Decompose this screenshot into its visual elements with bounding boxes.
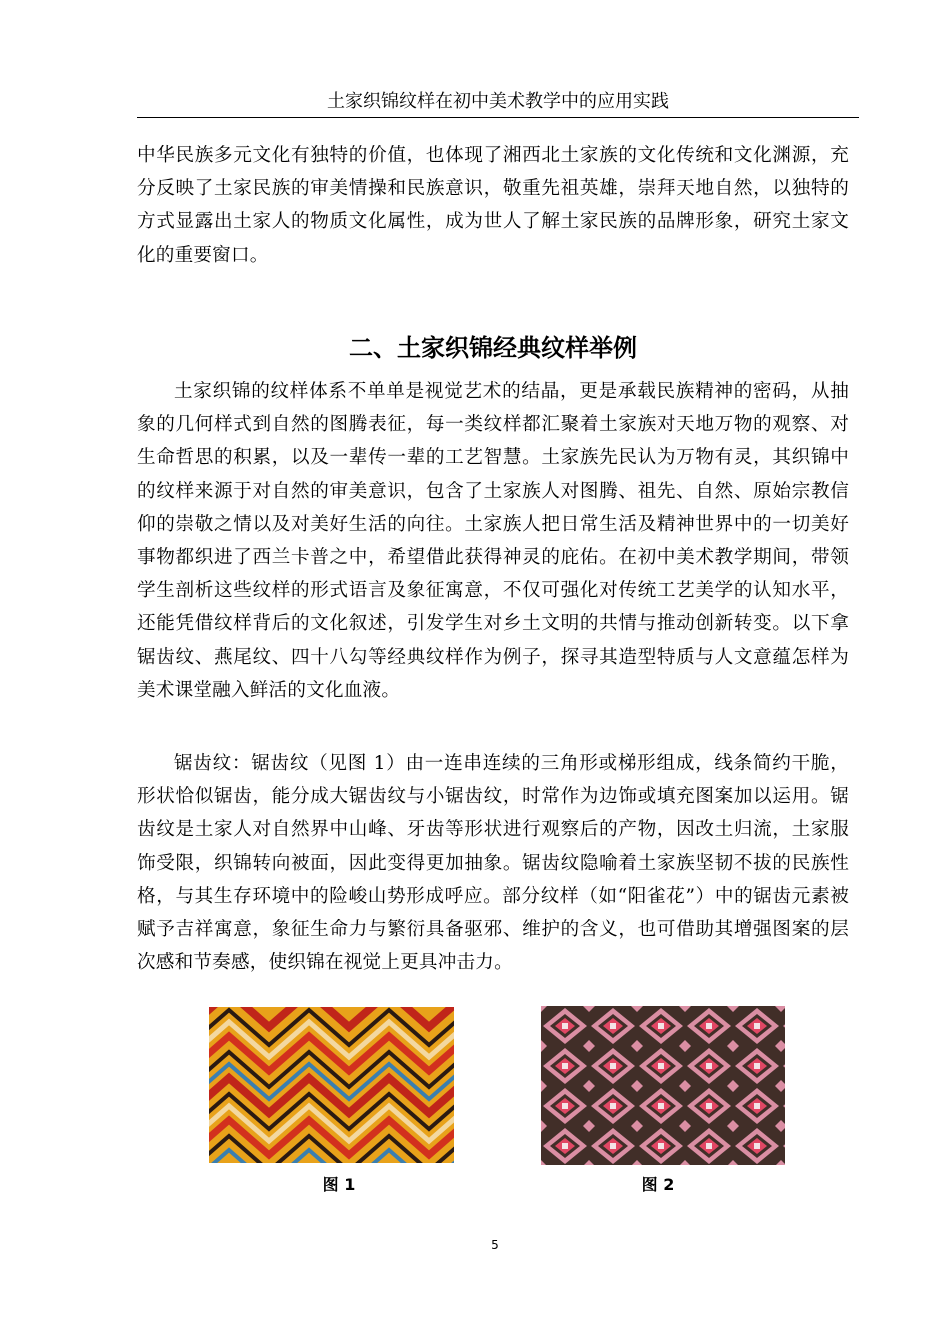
figure-2-caption: 图 2: [641, 1175, 675, 1194]
figure-1-caption: 图 1: [322, 1175, 356, 1194]
diamond-lattice-pattern: [541, 1006, 785, 1165]
figure-2-diamond-brocade-image: [541, 1006, 785, 1165]
section-heading: 二、土家织锦经典纹样举例: [349, 334, 637, 362]
page-number: 5: [491, 1238, 499, 1252]
paragraph-pattern-overview: 土家织锦的纹样体系不单单是视觉艺术的结晶，更是承载民族精神的密码，从抽象的几何样式到自然的图腾表征，每一类纹样都汇聚着土家族对天地万物的观察、对生命哲思的积累，以及一辈传一辈的工艺智慧。土家族先民认为万物有灵，其织锦中的纹样来源于对自然的审美意识，包含了土家族人对图腾、祖先、自然、原始宗教信仰的崇敬之情以及对美好生活的向往。土家族人把日常生活及精神世界中的一切美好事物都织进了西兰卡普之中，希望借此获得神灵的庇佑。在初中美术教学期间，带领学生剖析这些纹样的形式语言及象征寓意，不仅可强化对传统工艺美学的认知水平，还能凭借纹样背后的文化叙述，引发学生对乡土文明的共情与推动创新转变。以下拿锯齿纹、燕尾纹、四十八勾等经典纹样作为例子，探寻其造型特质与人文意蕴怎样为美术课堂融入鲜活的文化血液。: [137, 381, 849, 701]
figure-1-sawtooth-brocade-image: [209, 1007, 454, 1163]
paragraph-intro-continuation: 中华民族多元文化有独特的价值，也体现了湘西北土家族的文化传统和文化渊源，充分反映了土家民族的审美情操和民族意识，敬重先祖英雄，崇拜天地自然，以独特的方式显露出土家人的物质文化属性，成为世人了解土家民族的品牌形象，研究土家文化的重要窗口。: [137, 145, 849, 266]
paragraph-sawtooth-pattern: 锯齿纹：锯齿纹（见图 1）由一连串连续的三角形或梯形组成，线条简约干脆，形状恰似锯齿，能分成大锯齿纹与小锯齿纹，时常作为边饰或填充图案加以运用。锯齿纹是土家人对自然界中山峰、牙齿等形状进行观察后的产物，因改土归流，土家服饰受限，织锦转向被面，因此变得更加抽象。锯齿纹隐喻着土家族坚韧不拔的民族性格，与其生存环境中的险峻山势形成呼应。部分纹样（如“阳雀花”）中的锯齿元素被赋予吉祥寓意，象征生命力与繁衍具备驱邪、维护的含义，也可借助其增强图案的层次感和节奏感，使织锦在视觉上更具冲击力。: [137, 753, 849, 974]
sawtooth-zigzag-pattern: [209, 1007, 454, 1163]
running-header: 土家织锦纹样在初中美术教学中的应用实践: [327, 91, 669, 112]
header-divider: [137, 117, 859, 118]
